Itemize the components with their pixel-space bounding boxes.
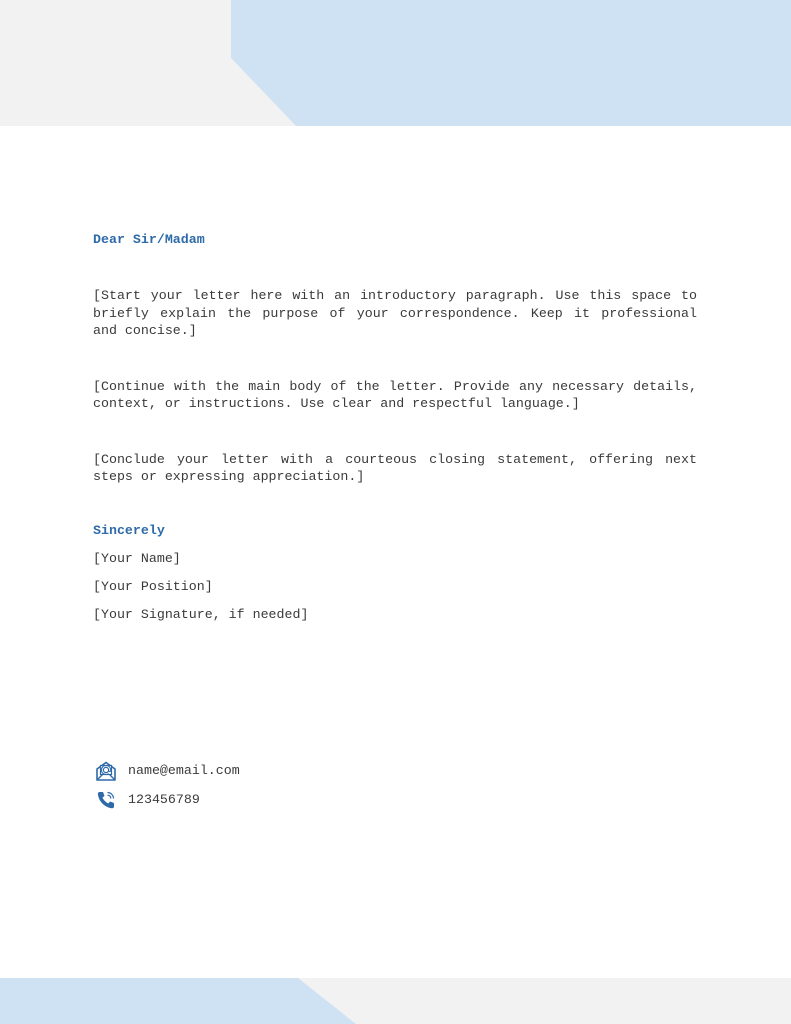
conclusion-paragraph: [Conclude your letter with a courteous closing statement, offering next steps or expressing appreciation.] (93, 451, 697, 484)
intro-paragraph: [Start your letter here with an introductory paragraph. Use this space to briefly explain the purpose of your correspondence. Keep it professional and concise.] (93, 288, 697, 338)
header-blue-shape (231, 0, 791, 126)
footer-decoration (0, 978, 791, 1024)
contact-email (95, 760, 495, 782)
closing: Sincerely (93, 522, 165, 538)
signature-position: [Your Position] (93, 578, 213, 594)
signature-name: [Your Name] (93, 550, 181, 566)
phone-icon (95, 789, 117, 811)
salutation: Dear Sir/Madam (93, 232, 205, 247)
signature-line: [Your Signature, if needed] (93, 606, 309, 622)
envelope-at-icon (95, 760, 117, 782)
contact-phone (95, 789, 495, 811)
body-paragraph: [Continue with the main body of the letter. Provide any necessary details, context, or instructions. Use clear and respectful language.] (93, 378, 697, 411)
phone-number: 123456789 (128, 792, 200, 807)
footer-blue-shape (0, 978, 356, 1024)
email-address: name@email.com (128, 763, 240, 778)
letter-body (93, 231, 697, 634)
header-decoration (0, 0, 791, 126)
